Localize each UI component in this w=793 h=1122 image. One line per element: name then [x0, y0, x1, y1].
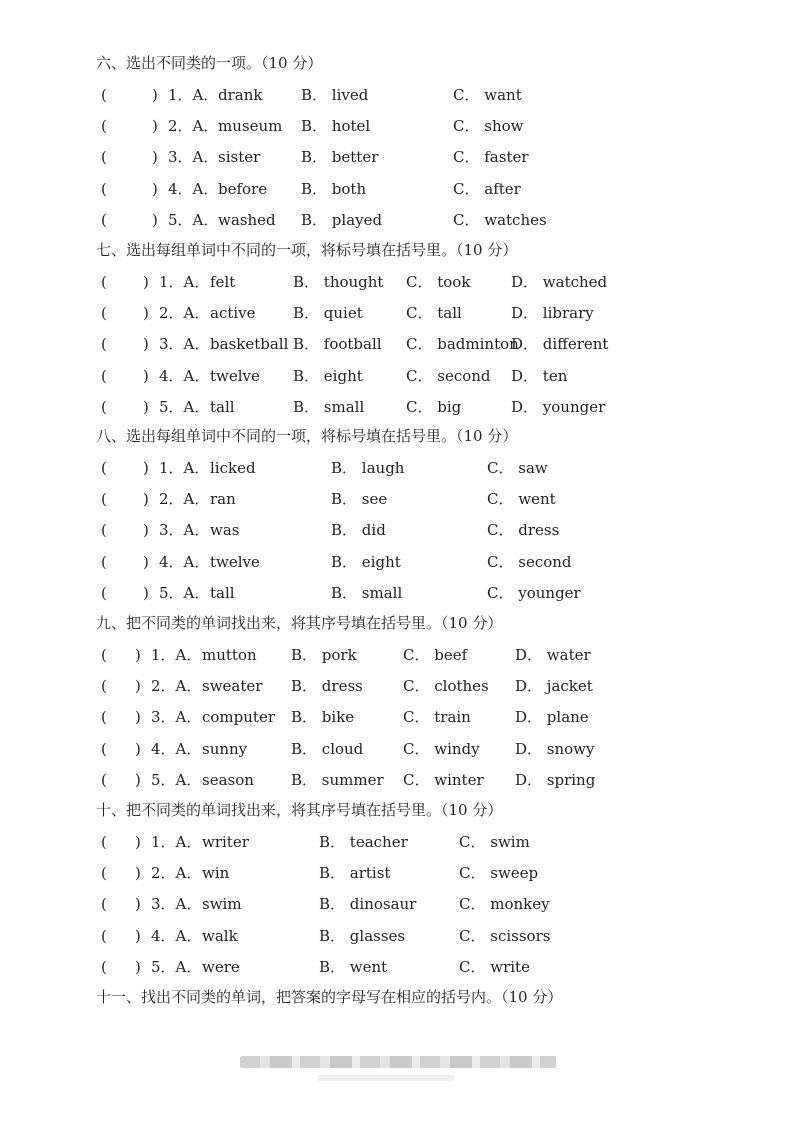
- option-d: D． water: [515, 646, 591, 664]
- option-b: B． football: [293, 335, 382, 354]
- answer-blank-open[interactable]: (: [101, 646, 107, 664]
- option-b: B． teacher: [319, 833, 408, 851]
- option-c: C． scissors: [459, 926, 551, 945]
- question-number: 2．A．: [159, 304, 210, 323]
- option-c: C． show: [453, 117, 524, 136]
- question-number: 3．A．: [151, 895, 202, 914]
- answer-blank-open[interactable]: (: [101, 148, 107, 167]
- question-number: 5．A．: [159, 583, 210, 602]
- question-number: 2．A．: [168, 117, 219, 136]
- question-row: [0, 487, 793, 511]
- option-d: D． different: [511, 335, 609, 354]
- question-row: [0, 83, 793, 107]
- option-d: D． spring: [515, 770, 596, 789]
- option-b: B． quiet: [293, 304, 363, 323]
- answer-blank-close: ): [152, 148, 158, 167]
- answer-blank-close: ): [135, 770, 141, 789]
- answer-blank-open[interactable]: (: [101, 895, 107, 914]
- question-row: [0, 364, 793, 388]
- option-a: twelve: [210, 366, 260, 385]
- truncated-line: [0, 1018, 793, 1030]
- option-c: C． clothes: [403, 677, 489, 696]
- question-row: [0, 456, 793, 480]
- option-c: C． train: [403, 708, 471, 727]
- option-b: B． summer: [291, 770, 384, 789]
- answer-blank-open[interactable]: (: [101, 521, 107, 540]
- answer-blank-open[interactable]: (: [101, 926, 107, 945]
- option-c: C． took: [406, 273, 471, 291]
- option-c: C． saw: [487, 459, 548, 477]
- answer-blank-open[interactable]: (: [101, 179, 107, 198]
- question-row: [0, 924, 793, 948]
- option-c: C． beef: [403, 646, 468, 664]
- question-row: [0, 674, 793, 698]
- option-c: C． younger: [487, 583, 581, 602]
- question-row: [0, 518, 793, 542]
- option-c: C． watches: [453, 210, 547, 229]
- option-a: museum: [218, 117, 283, 136]
- question-row: [0, 145, 793, 169]
- answer-blank-close: ): [143, 459, 149, 477]
- section-11-heading: 十一、找出不同类的单词，把答案的字母写在相应的括号内。（10 分）: [96, 988, 563, 1006]
- question-number: 3．A．: [159, 335, 210, 354]
- option-a: tall: [210, 583, 235, 602]
- question-row: [0, 332, 793, 356]
- question-row: [0, 550, 793, 574]
- option-b: B． small: [331, 583, 403, 602]
- answer-blank-close: ): [135, 708, 141, 727]
- option-a: drank: [218, 86, 263, 104]
- option-c: C． big: [406, 397, 462, 416]
- option-a: win: [202, 864, 230, 883]
- answer-blank-open[interactable]: (: [101, 86, 107, 104]
- answer-blank-close: ): [143, 490, 149, 509]
- question-number: 2．A．: [159, 490, 210, 509]
- answer-blank-open[interactable]: (: [101, 864, 107, 883]
- answer-blank-open[interactable]: (: [101, 366, 107, 385]
- answer-blank-close: ): [143, 335, 149, 354]
- question-row: [0, 643, 793, 667]
- answer-blank-open[interactable]: (: [101, 833, 107, 851]
- option-a: felt: [210, 273, 236, 291]
- option-b: B． see: [331, 490, 388, 509]
- question-row: [0, 177, 793, 201]
- answer-blank-open[interactable]: (: [101, 210, 107, 229]
- answer-blank-open[interactable]: (: [101, 552, 107, 571]
- option-a: walk: [202, 926, 238, 945]
- answer-blank-close: ): [152, 179, 158, 198]
- option-d: D． watched: [511, 273, 608, 291]
- option-a: before: [218, 179, 268, 198]
- option-b: B． cloud: [291, 739, 364, 758]
- answer-blank-open[interactable]: (: [101, 304, 107, 323]
- blurred-footer-sub: [318, 1075, 454, 1081]
- option-c: C． want: [453, 86, 522, 104]
- option-d: D． snowy: [515, 739, 595, 758]
- option-b: B． artist: [319, 864, 391, 883]
- answer-blank-close: ): [135, 833, 141, 851]
- option-a: mutton: [202, 646, 257, 664]
- option-b: B． better: [301, 148, 379, 167]
- option-a: basketball: [210, 335, 289, 354]
- option-a: sunny: [202, 739, 248, 758]
- option-b: B． glasses: [319, 926, 406, 945]
- option-a: ran: [210, 490, 236, 509]
- option-b: B． eight: [293, 366, 363, 385]
- answer-blank-open[interactable]: (: [101, 273, 107, 291]
- option-b: B． bike: [291, 708, 355, 727]
- answer-blank-open[interactable]: (: [101, 957, 107, 976]
- question-row: [0, 301, 793, 325]
- question-number: 5．A．: [151, 957, 202, 976]
- option-b: B． did: [331, 521, 386, 540]
- question-row: [0, 861, 793, 885]
- answer-blank-close: ): [143, 397, 149, 416]
- option-b: B． dress: [291, 677, 363, 696]
- answer-blank-close: ): [143, 521, 149, 540]
- option-c: C． went: [487, 490, 556, 509]
- question-number: 1．A．: [168, 86, 219, 104]
- option-b: B． pork: [291, 646, 357, 664]
- option-d: D． library: [511, 304, 594, 323]
- answer-blank-close: ): [143, 273, 149, 291]
- question-number: 4．A．: [159, 552, 210, 571]
- option-b: B． both: [301, 179, 367, 198]
- answer-blank-open[interactable]: (: [101, 583, 107, 602]
- question-row: [0, 737, 793, 761]
- question-row: [0, 270, 793, 294]
- section-6-heading: 六、选出不同类的一项。（10 分）: [96, 54, 323, 72]
- answer-blank-open[interactable]: (: [101, 117, 107, 136]
- option-c: C． after: [453, 179, 521, 198]
- answer-blank-open[interactable]: (: [101, 739, 107, 758]
- answer-blank-close: ): [143, 304, 149, 323]
- answer-blank-close: ): [135, 864, 141, 883]
- option-a: tall: [210, 397, 235, 416]
- answer-blank-open[interactable]: (: [101, 459, 107, 477]
- option-c: C． dress: [487, 521, 560, 540]
- option-a: washed: [218, 210, 276, 229]
- question-row: [0, 581, 793, 605]
- answer-blank-open[interactable]: (: [101, 335, 107, 354]
- option-c: C． write: [459, 957, 530, 976]
- question-number: 1．A．: [151, 646, 202, 664]
- answer-blank-close: ): [135, 739, 141, 758]
- question-row: [0, 830, 793, 854]
- option-b: B． small: [293, 397, 365, 416]
- option-c: C． faster: [453, 148, 529, 167]
- option-c: C． badminton: [406, 335, 519, 354]
- option-b: B． dinosaur: [319, 895, 417, 914]
- option-b: B． played: [301, 210, 383, 229]
- option-a: writer: [202, 833, 249, 851]
- question-row: [0, 955, 793, 979]
- option-d: D． younger: [511, 397, 606, 416]
- question-row: [0, 395, 793, 419]
- question-number: 5．A．: [168, 210, 219, 229]
- option-a: were: [202, 957, 240, 976]
- option-c: C． swim: [459, 833, 530, 851]
- question-number: 4．A．: [151, 926, 202, 945]
- option-c: C． tall: [406, 304, 462, 323]
- question-number: 5．A．: [151, 770, 202, 789]
- option-a: sweater: [202, 677, 263, 696]
- answer-blank-open[interactable]: (: [101, 490, 107, 509]
- question-row: [0, 114, 793, 138]
- option-d: D． jacket: [515, 677, 593, 696]
- option-a: swim: [202, 895, 242, 914]
- option-b: B． eight: [331, 552, 401, 571]
- answer-blank-close: ): [135, 957, 141, 976]
- option-d: D． ten: [511, 366, 568, 385]
- option-a: twelve: [210, 552, 260, 571]
- answer-blank-close: ): [135, 895, 141, 914]
- question-row: [0, 208, 793, 232]
- option-c: C． winter: [403, 770, 484, 789]
- option-c: C． windy: [403, 739, 480, 758]
- answer-blank-close: ): [152, 86, 158, 104]
- question-row: [0, 705, 793, 729]
- answer-blank-close: ): [135, 677, 141, 696]
- answer-blank-close: ): [135, 926, 141, 945]
- answer-blank-close: ): [135, 646, 141, 664]
- option-a: sister: [218, 148, 261, 167]
- option-c: C． second: [487, 552, 572, 571]
- question-number: 2．A．: [151, 677, 202, 696]
- option-b: B． thought: [293, 273, 384, 291]
- question-number: 2．A．: [151, 864, 202, 883]
- question-number: 1．A．: [159, 273, 210, 291]
- question-number: 4．A．: [151, 739, 202, 758]
- option-a: was: [210, 521, 240, 540]
- option-b: B． went: [319, 957, 388, 976]
- option-a: active: [210, 304, 256, 323]
- answer-blank-open[interactable]: (: [101, 677, 107, 696]
- answer-blank-close: ): [152, 210, 158, 229]
- question-row: [0, 892, 793, 916]
- answer-blank-close: ): [152, 117, 158, 136]
- option-c: C． second: [406, 366, 491, 385]
- question-number: 1．A．: [151, 833, 202, 851]
- answer-blank-close: ): [143, 552, 149, 571]
- question-number: 3．A．: [151, 708, 202, 727]
- answer-blank-open[interactable]: (: [101, 708, 107, 727]
- option-c: C． monkey: [459, 895, 550, 914]
- section-8-heading: 八、选出每组单词中不同的一项，将标号填在括号里。（10 分）: [96, 427, 518, 445]
- answer-blank-open[interactable]: (: [101, 397, 107, 416]
- section-10-heading: 十、把不同类的单词找出来，将其序号填在括号里。（10 分）: [96, 801, 503, 819]
- option-c: C． sweep: [459, 864, 539, 883]
- question-number: 4．A．: [159, 366, 210, 385]
- question-number: 3．A．: [168, 148, 219, 167]
- option-b: B． lived: [301, 86, 369, 104]
- option-b: B． hotel: [301, 117, 371, 136]
- option-b: B． laugh: [331, 459, 405, 477]
- section-9-heading: 九、把不同类的单词找出来，将其序号填在括号里。（10 分）: [96, 614, 503, 632]
- question-number: 4．A．: [168, 179, 219, 198]
- option-a: computer: [202, 708, 275, 727]
- answer-blank-close: ): [143, 583, 149, 602]
- answer-blank-close: ): [143, 366, 149, 385]
- section-7-heading: 七、选出每组单词中不同的一项，将标号填在括号里。（10 分）: [96, 241, 518, 259]
- option-a: season: [202, 770, 254, 789]
- answer-blank-open[interactable]: (: [101, 770, 107, 789]
- option-d: D． plane: [515, 708, 589, 727]
- blurred-footer: [240, 1056, 556, 1068]
- question-number: 3．A．: [159, 521, 210, 540]
- question-number: 5．A．: [159, 397, 210, 416]
- question-row: [0, 768, 793, 792]
- option-a: licked: [210, 459, 256, 477]
- question-number: 1．A．: [159, 459, 210, 477]
